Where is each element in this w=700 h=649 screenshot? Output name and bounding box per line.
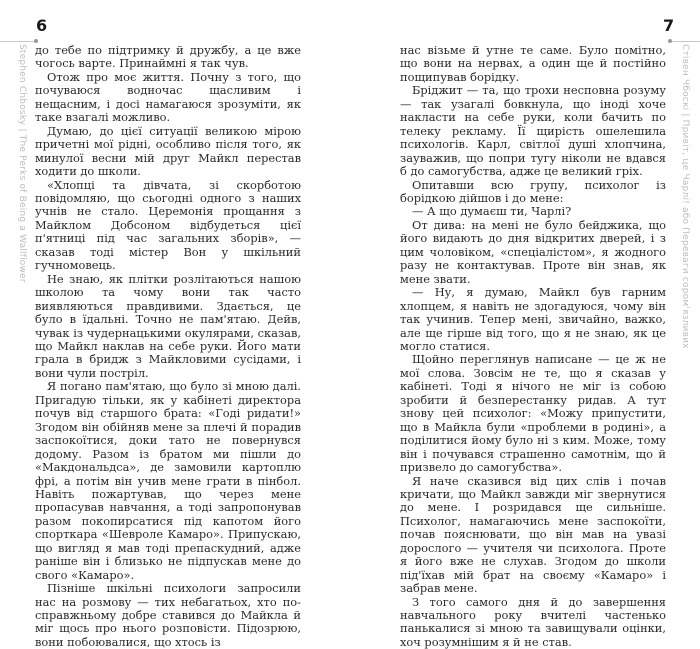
- paragraph: Пізніше шкільні психологи запросили нас на розмову — тих небагатьох, хто по-справжньому добре ставився до Майкла й міг щось про нього розповісти. Підозрюю, вони побоювалися, що хтось із: [35, 581, 301, 649]
- paragraph: Опитавши всю групу, психолог із борідкою дійшов і до мене:: [400, 177, 666, 205]
- body-text: [35, 44, 301, 649]
- paragraph: Не знаю, як плітки розлітаються нашою школою та чому вони так часто виявляються правдивими. Здається, це було в їдальні. Точно не пам'ятаю. Дейв, чувак із чудернацькими окулярами, сказав, що Майкл наклав на себе руки. Його мати грала в бридж з Майкловими сусідами, і вони чули постріл.: [35, 271, 301, 380]
- paragraph: Бріджит — та, що трохи несповна розуму — так узагалі бовкнула, що іноді хоче накласти на себе руки, коли бачить по телеку рекламу. Її щирість ошелешила психологів. Карл, світлої душі хлопчина, зауважив, що попри тугу ніколи не вдався б до самогубства, адже це великий гріх.: [400, 83, 666, 179]
- paragraph: З того самого дня й до завершення навчального року вчителі частенько панькалися зі мною та завищували оцінки, хоч розумнішим я й не став.: [400, 594, 666, 649]
- running-head: Stephen Chbosky | The Perks of Being a Wallflower: [17, 44, 27, 283]
- paragraph: Я наче сказився від цих слів і почав кричати, що Майкл завжди міг звернутися до мене. І розридався ще сильніше. Психолог, намагаючись мене заспокоїти, почав пояснювати, що він мав на увазі дорослого — учителя чи психолога. Проте я його вже не слухав. Згодом до школи під'їхав мій брат на своєму «Камаро» і забрав мене.: [400, 473, 666, 596]
- right-page: [350, 0, 700, 649]
- paragraph: От дива: на мені не було бейджика, що його видають до дня відкритих дверей, і з цим чоловіком, «спеціалістом», я жодного разу не контактував. Проте він знав, як мене звати.: [400, 217, 666, 286]
- paragraph: нас візьме й утне те саме. Було помітно, що вони на нервах, а один ще й постійно пощипував борідку.: [400, 43, 666, 84]
- header-rule-dot: [668, 39, 672, 43]
- paragraph: «Хлопці та дівчата, зі скорботою повідомляю, що сьогодні одного з наших учнів не стало. Церемонія прощання з Майклом Добсоном відбудеться цієї п'ятниці під час загальних зборів», — сказав тоді містер Вон у шкільний гучномовець.: [35, 177, 301, 273]
- paragraph: до тебе по підтримку й дружбу, а це вже чогось варте. Принаймні я так чув.: [35, 43, 301, 71]
- running-head: Стівен Чбоскі | Привіт, це Чарлі! або Переваги сором'язливих: [680, 44, 690, 349]
- paragraph: Я погано пам'ятаю, що було зі мною далі. Пригадую тільки, як у кабінеті директора почув від старшого брата: «Годі ридати!» Згодом він обійняв мене за плечі й порадив заспокоїтися, доки тато не повернувся додому. Разом із братом ми пішли до «Макдональдса», де замовили картоплю фрі, а потім він учив мене грати в пінбол. Навіть пожартував, що через мене пропасував навчання, а тоді запропонував разом покопирсатися під капотом його спорткара «Шевроле Камаро». Припускаю, що вигляд я мав тоді препаскудний, адже раніше він і близько не підпускав мене до свого «Камаро».: [35, 379, 301, 582]
- paragraph: — Ну, я думаю, Майкл був гарним хлопцем, я навіть не здогадуюся, чому він так учинив. Тепер мені, звичайно, важко, але ще гірше від того, що я не знаю, як це могло статися.: [400, 285, 666, 353]
- paragraph: — А що думаєш ти, Чарлі?: [412, 204, 572, 219]
- page-number: 7: [663, 16, 675, 35]
- page-number: 6: [36, 16, 48, 35]
- header-rule: [0, 41, 36, 42]
- body-text: [400, 44, 666, 649]
- header-rule: [671, 41, 700, 42]
- paragraph: Думаю, до цієї ситуації великою мірою причетні мої рідні, особливо після того, як минулої весни мій друг Майкл перестав ходити до школи.: [35, 123, 301, 179]
- paragraph: Отож про моє життя. Почну з того, що почуваюся водночас щасливим і нещасним, і досі намагаюся зрозуміти, як таке взагалі можливо.: [35, 69, 301, 125]
- paragraph: Щойно переглянув написане — це ж не мої слова. Зовсім не те, що я сказав у кабінеті. Тоді я нічого не міг із собою зробити й безперестанку ридав. А тут знову цей психолог: «Можу припустити, що в Майкла були «проблеми в родині», а поділитися йому було ні з ким. Може, тому він і почувався страшенно самотнім, що й призвело до самогубства».: [400, 352, 666, 475]
